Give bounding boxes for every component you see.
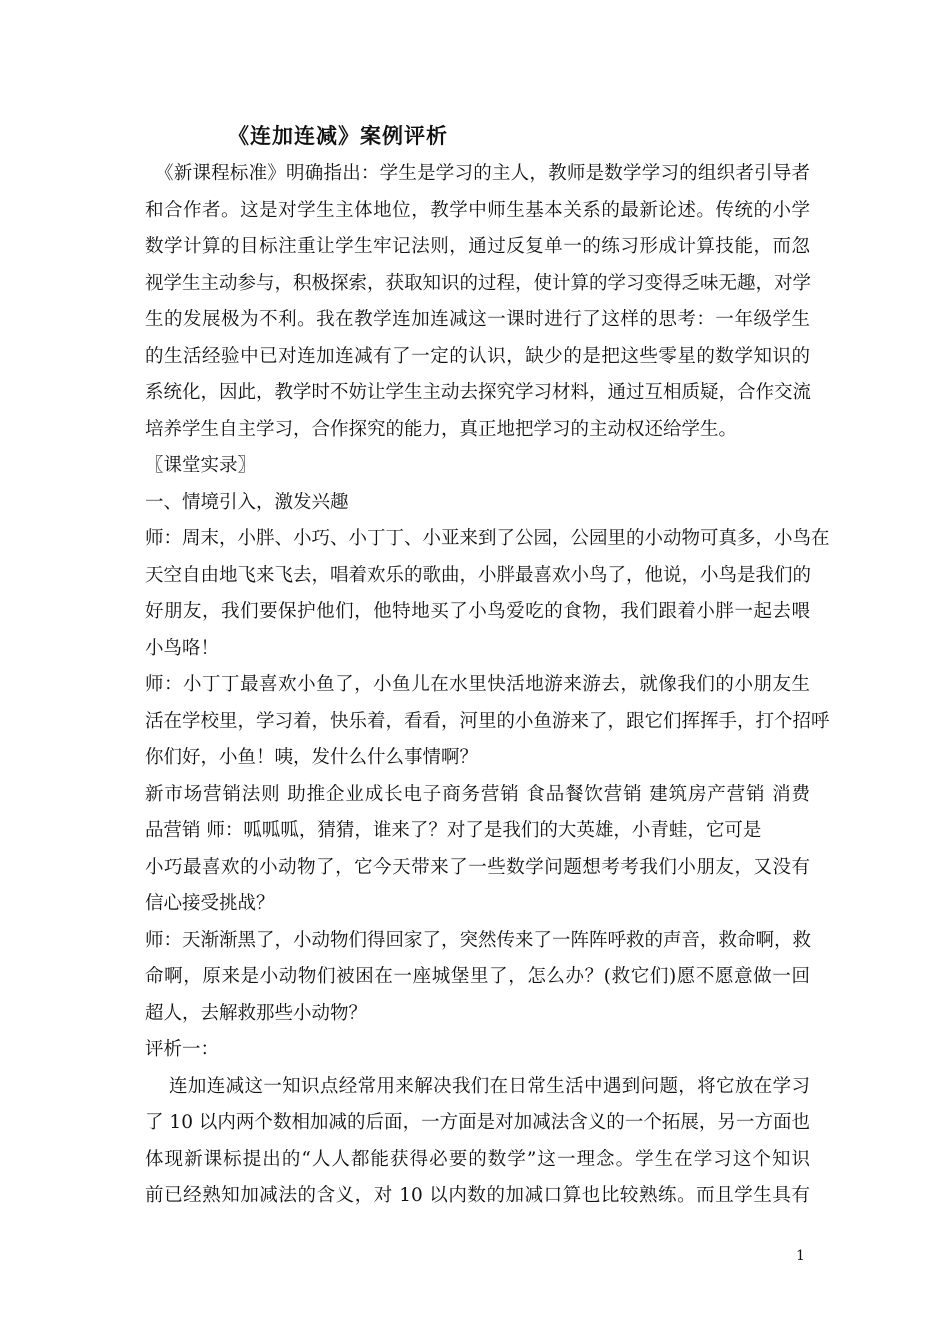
text-line: 的生活经验中已对连加连减有了一定的认识，缺少的是把这些零星的数学知识的 (145, 345, 810, 367)
text-line: 师：天渐渐黑了，小动物们得回家了，突然传来了一阵阵呼救的声音，救命啊，救 (145, 929, 812, 951)
text-line: 系统化，因此，教学时不妨让学生主动去探究学习材料，通过互相质疑，合作交流 (145, 382, 812, 403)
section-heading: 一、情境引入，激发兴趣 (145, 491, 349, 513)
document-body (145, 156, 830, 1215)
text-line: 数学计算的目标注重让学生牢记法则，通过反复单一的练习形成计算技能，而忽 (145, 236, 810, 257)
document-title: 《连加连减》案例评析 (228, 123, 448, 148)
text-line: 品营销 师：呱呱呱，猜猜，谁来了？对了是我们的大英雄，小青蛙，它可是 (145, 820, 762, 841)
text-line: 连加连减这一知识点经常用来解决我们在日常生活中遇到问题，将它放在学习 (169, 1075, 810, 1097)
text-line: 体现新课标提出的“人人都能获得必要的数学”这一理念。学生在学习这个知识 (145, 1148, 810, 1170)
section-heading: 〖课堂实录〗 (145, 455, 257, 476)
section-heading: 评析一： (145, 1039, 220, 1060)
text-line: 超人，去解救那些小动物？ (145, 1002, 368, 1024)
text-line: 信心接受挑战？ (145, 893, 275, 914)
text-line: 活在学校里，学习着，快乐着，看看，河里的小鱼游来了，跟它们挥挥手，打个招呼 (145, 710, 830, 732)
text-line: 和合作者。这是对学生主体地位，教学中师生基本关系的最新论述。传统的小学 (145, 199, 810, 221)
text-line: 你们好，小鱼！咦，发什么什么事情啊？ (145, 747, 479, 768)
text-line: 小鸟咯！ (145, 637, 220, 659)
page-number: 1 (796, 1248, 805, 1264)
text-line: 命啊，原来是小动物们被困在一座城堡里了，怎么办？(救它们)愿不愿意做一回 (145, 966, 810, 987)
text-line: 新市场营销法则 助推企业成长电子商务营销 食品餐饮营销 建筑房产营销 消费 (145, 783, 810, 805)
text-line: 天空自由地飞来飞去，唱着欢乐的歌曲，小胖最喜欢小鸟了，他说，小鸟是我们的 (145, 564, 812, 586)
text-line: 了 10 以内两个数相加减的后面，一方面是对加减法含义的一个拓展，另一方面也 (145, 1112, 810, 1133)
text-line: 师：小丁丁最喜欢小鱼了，小鱼儿在水里快活地游来游去，就像我们的小朋友生 (145, 674, 810, 695)
text-line: 视学生主动参与，积极探索，获取知识的过程，使计算的学习变得乏味无趣，对学 (145, 272, 812, 294)
text-line: 师：周末，小胖、小巧、小丁丁、小亚来到了公园，公园里的小动物可真多，小鸟在 (145, 528, 830, 549)
text-line: 培养学生自主学习，合作探究的能力，真正地把学习的主动权还给学生。 (145, 418, 738, 440)
text-line: 小巧最喜欢的小动物了，它今天带来了一些数学问题想考考我们小朋友，又没有 (145, 856, 810, 878)
text-line: 前已经熟知加减法的含义，对 10 以内数的加减口算也比较熟练。而且学生具有 (145, 1185, 810, 1206)
text-line: 《新课程标准》明确指出：学生是学习的主人，教师是数学学习的组织者引导者 (155, 163, 810, 184)
text-line: 好朋友，我们要保护他们，他特地买了小鸟爱吃的食物，我们跟着小胖一起去喂 (145, 601, 810, 622)
text-line: 生的发展极为不利。我在教学连加连减这一课时进行了这样的思考：一年级学生 (145, 309, 810, 330)
